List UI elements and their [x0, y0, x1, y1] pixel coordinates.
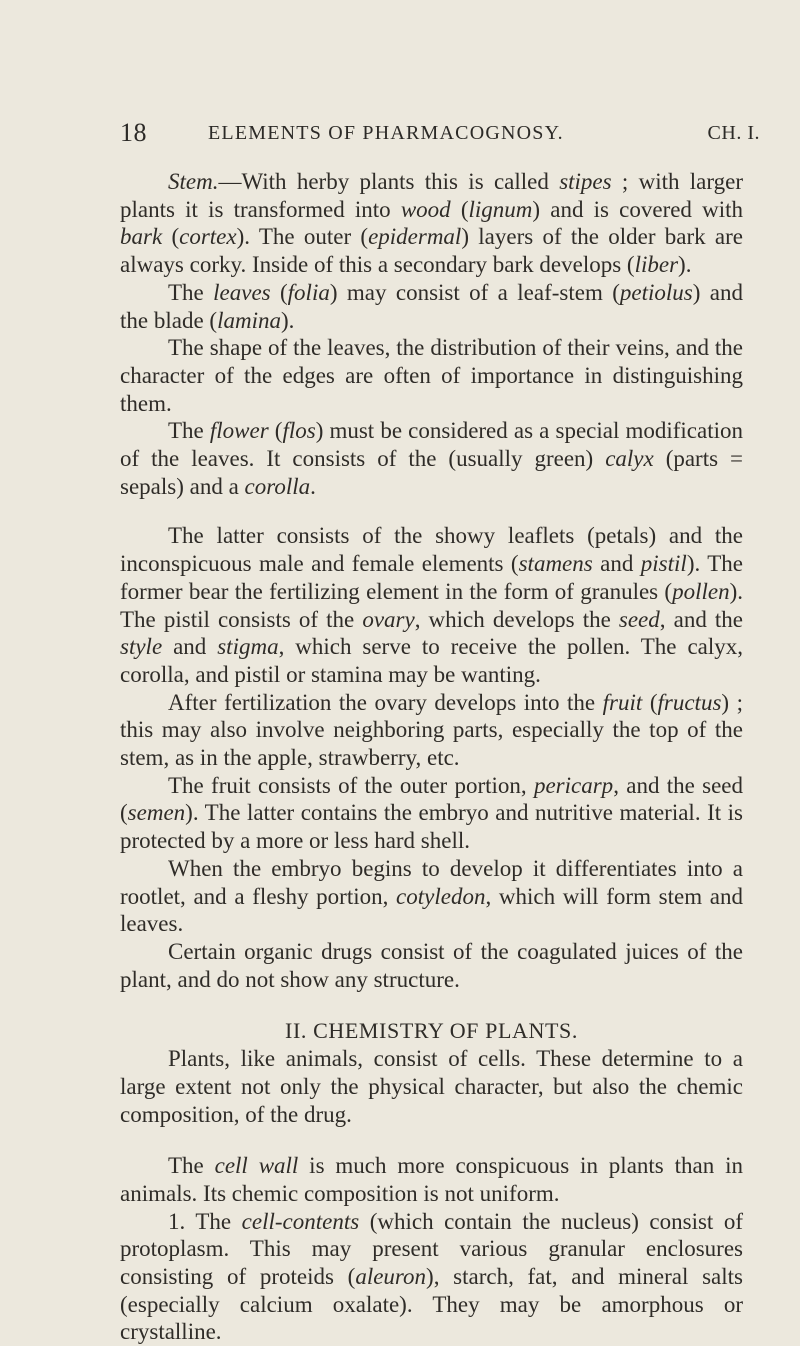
text-run: ) may consist of a leaf-stem ( [329, 279, 620, 305]
term-seed: seed [618, 606, 660, 632]
text-run: The latter consists of the showy leaflets (petals) and the inconspicuous male and female elements ( [120, 523, 743, 577]
text-run: ), starch, fat, and mineral salts (especially calcium oxalate). They may be amorphous or crystalline. [120, 1264, 743, 1345]
text-run: ) and is covered with [532, 196, 743, 222]
text-run: , and the seed ( [120, 772, 743, 826]
text-run: —With herby plants this is called [218, 169, 560, 194]
text-run: ; with larger plants it is transformed into [120, 169, 743, 222]
term-wood: wood [400, 196, 451, 222]
text-run: ( [268, 418, 283, 444]
paragraph-cell-wall [120, 1152, 743, 1207]
text-run: ). The former bear the fertilizing element in the form of granules ( [120, 551, 743, 604]
term-pistil: pistil [640, 551, 687, 577]
text-run: , which will form stem and leaves. [120, 883, 743, 937]
text-run: ( [450, 196, 469, 222]
term-lamina: lamina [217, 307, 281, 333]
term-stem: Stem. [168, 169, 219, 194]
term-corolla: corolla [244, 473, 311, 499]
text-run: ) layers of the older bark are always corky. Inside of this a secondary bark develops ( [120, 224, 743, 278]
term-fruit: fruit [602, 689, 643, 715]
text-run: Certain organic drugs consist of the coagulated juices of the plant, and do not show any structure. [120, 938, 743, 992]
term-semen: semen [127, 800, 186, 826]
text-run: The [168, 418, 210, 444]
term-flos: flos [282, 418, 316, 444]
text-run: Plants, like animals, consist of cells. These determine to a large extent not only the physical character, but also the chemic composition, of the drug. [120, 1046, 743, 1127]
text-run: The shape of the leaves, the distribution of their veins, and the character of the edges are often of importance in distinguishing them. [120, 335, 743, 416]
term-ovary: ovary [362, 606, 415, 632]
text-run: (which contain the nucleus) consist of protoplasm. This may present various granular enclosures consisting of proteids ( [120, 1208, 743, 1290]
text-run: . [310, 473, 316, 499]
term-bark: bark [120, 224, 163, 250]
term-flower: flower [209, 418, 269, 444]
text-run: 1. The [168, 1208, 242, 1234]
term-cortex: cortex [179, 224, 237, 250]
text-run: and [162, 634, 218, 660]
term-stigma: stigma [217, 634, 279, 660]
term-pericarp: pericarp [533, 772, 614, 798]
text-run: is much more conspicuous in plants than in animals. Its chemic composition is not uniform. [120, 1153, 743, 1206]
text-run: ) must be considered as a special modification of the leaves. It consists of the (usually green) [120, 418, 743, 472]
term-liber: liber [634, 252, 679, 278]
page-number: 18 [120, 118, 147, 147]
paragraph-fruit [120, 689, 743, 772]
term-cell-wall: cell wall [214, 1153, 299, 1179]
text-run: ) and the blade ( [120, 279, 743, 333]
text-run: ( [162, 224, 180, 250]
term-leaves: leaves [213, 279, 271, 305]
term-cell-contents: cell-contents [241, 1208, 360, 1234]
paragraph-cell-contents [120, 1208, 743, 1346]
text-run: , and the [659, 606, 744, 632]
running-title: ELEMENTS OF PHARMACOGNOSY. [208, 122, 564, 144]
term-aleuron: aleuron [355, 1264, 427, 1290]
paragraph-corolla [120, 522, 743, 688]
term-style: style [120, 634, 163, 660]
section-heading: II. CHEMISTRY OF PLANTS. [285, 1018, 578, 1044]
paragraph-leaves [120, 279, 743, 334]
body-text [120, 168, 743, 1346]
chapter-label: CH. I. [707, 122, 760, 144]
text-run: After fertilization the ovary develops into the [168, 689, 603, 715]
term-petiolus: petiolus [619, 279, 693, 305]
term-stipes: stipes [559, 169, 612, 194]
term-epidermal: epidermal [368, 224, 462, 250]
paragraph-juices [120, 938, 743, 993]
term-cotyledon: cotyledon [396, 883, 486, 909]
text-run: The fruit consists of the outer portion, [168, 772, 534, 798]
text-run: (parts = sepals) and a [120, 446, 743, 499]
text-run: The [168, 1153, 215, 1179]
text-run: , which serve to receive the pollen. The calyx, corolla, and pistil or stamina may be wanting. [120, 634, 743, 687]
term-lignum: lignum [468, 196, 533, 222]
text-run: ). The pistil consists of the [120, 578, 743, 632]
paragraph-cells [120, 1045, 743, 1128]
text-run: , which develops the [414, 606, 619, 632]
text-run: ( [642, 689, 658, 715]
text-run: ) ; this may also involve neighboring parts, especially the top of the stem, as in the apple, strawberry, etc. [120, 689, 743, 771]
term-stamens: stamens [518, 551, 593, 577]
text-run: When the embryo begins to develop it differentiates into a rootlet, and a fleshy portion, [120, 855, 743, 909]
paragraph-stem [120, 168, 743, 279]
text-run: ). [678, 252, 692, 278]
text-run: The [168, 279, 214, 305]
term-folia: folia [287, 279, 330, 305]
term-calyx: calyx [605, 446, 654, 472]
text-run: and [592, 551, 641, 577]
text-run: ). [280, 307, 295, 333]
text-run: ). The latter contains the embryo and nutritive material. It is protected by a more or less hard shell. [120, 800, 743, 854]
paragraph-embryo [120, 855, 743, 938]
term-fructus: fructus [657, 689, 722, 715]
text-run: ( [270, 279, 288, 305]
paragraph-flower [120, 417, 743, 500]
paragraph-pericarp [120, 772, 743, 855]
text-run: ). The outer ( [236, 224, 369, 250]
paragraph-leaf-shape [120, 334, 743, 417]
term-pollen: pollen [672, 578, 730, 604]
